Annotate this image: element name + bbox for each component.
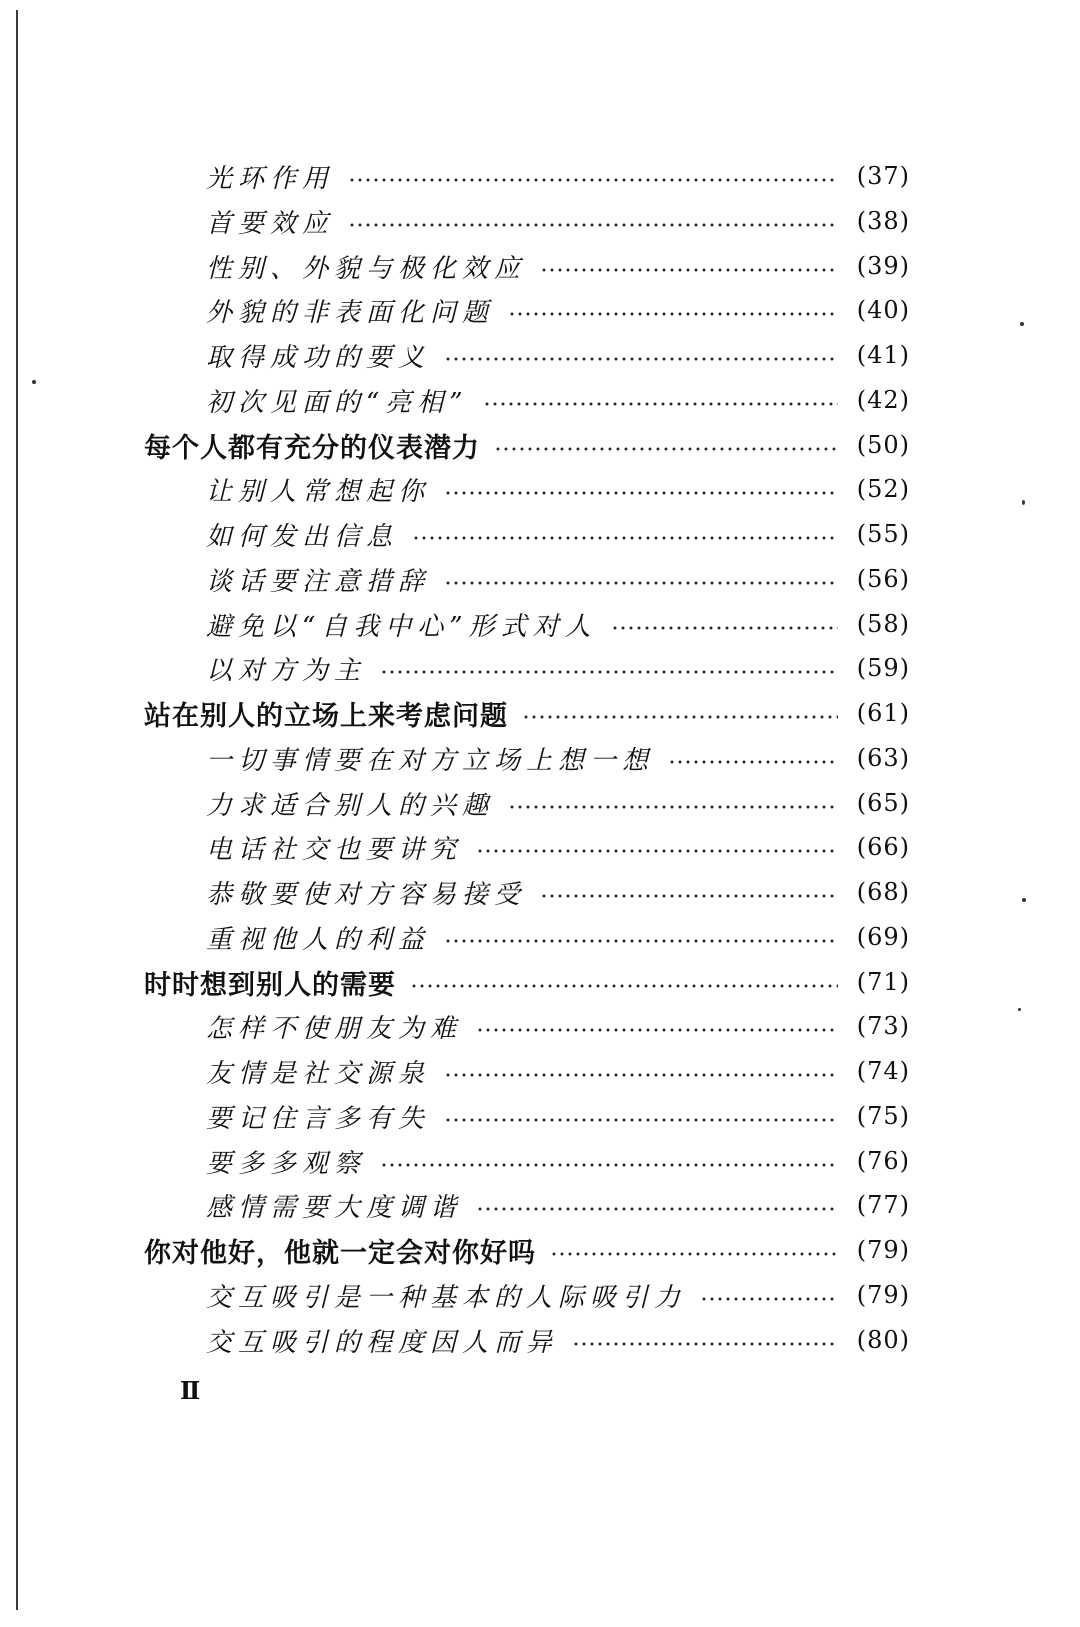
toc-section-row — [206, 1320, 910, 1360]
toc-section-row — [206, 648, 910, 688]
toc-dot-leader — [444, 1073, 838, 1077]
toc-section-row — [206, 469, 910, 509]
toc-page-number: (39) — [856, 252, 910, 280]
toc-section-row — [206, 827, 910, 867]
toc-section-title: 电话社交也要讲究 — [206, 834, 463, 865]
toc-page-number: (79) — [856, 1281, 910, 1309]
toc-dot-leader — [348, 178, 838, 182]
toc-section-title: 避免以“自我中心”形式对人 — [206, 611, 597, 642]
toc-chapter-row — [144, 425, 910, 465]
toc-section-title: 交互吸引的程度因人而异 — [206, 1327, 559, 1358]
toc-page-number: (77) — [856, 1191, 910, 1219]
toc-page-number: (73) — [856, 1012, 910, 1040]
toc-page-number: (50) — [856, 431, 910, 459]
toc-section-title: 要记住言多有失 — [206, 1103, 431, 1134]
toc-section-row — [206, 783, 910, 823]
toc-dot-leader — [550, 1252, 838, 1256]
binding-edge-line — [16, 10, 18, 1610]
toc-section-title: 光环作用 — [206, 163, 335, 194]
toc-chapter-title: 站在别人的立场上来考虑问题 — [144, 700, 508, 732]
toc-section-title: 外貌的非表面化问题 — [206, 297, 495, 328]
toc-chapter-row — [144, 693, 910, 733]
toc-section-row — [206, 156, 910, 196]
toc-dot-leader — [476, 849, 838, 853]
toc-page-number: (63) — [856, 744, 910, 772]
toc-section-row — [206, 290, 910, 330]
toc-section-row — [206, 604, 910, 644]
toc-page-number: (41) — [856, 341, 910, 369]
scan-speck — [1022, 500, 1025, 505]
toc-section-title: 怎样不使朋友为难 — [206, 1013, 463, 1044]
toc-section-row — [206, 335, 910, 375]
toc-dot-leader — [476, 1028, 838, 1032]
toc-page-number: (58) — [856, 610, 910, 638]
toc-dot-leader — [444, 1118, 838, 1122]
toc-dot-leader — [444, 357, 838, 361]
toc-section-row — [206, 872, 910, 912]
toc-dot-leader — [444, 939, 838, 943]
toc-section-title: 一切事情要在对方立场上想一想 — [206, 745, 655, 776]
scan-speck — [32, 380, 36, 384]
toc-section-title: 力求适合别人的兴趣 — [206, 790, 495, 821]
scan-speck — [1022, 898, 1026, 902]
toc-section-title: 首要效应 — [206, 208, 335, 239]
toc-section-row — [206, 1051, 910, 1091]
page-folio: Ⅱ — [180, 1376, 201, 1405]
toc-chapter-title: 你对他好，他就一定会对你好吗 — [144, 1237, 536, 1269]
toc-page-number: (55) — [856, 520, 910, 548]
toc-dot-leader — [668, 760, 838, 764]
toc-chapter-title: 时时想到别人的需要 — [144, 969, 396, 1001]
toc-page-number: (75) — [856, 1102, 910, 1130]
toc-dot-leader — [412, 536, 838, 540]
toc-section-title: 以对方为主 — [206, 655, 367, 686]
toc-page-number: (76) — [856, 1147, 910, 1175]
toc-section-title: 恭敬要使对方容易接受 — [206, 879, 527, 910]
toc-section-row — [206, 917, 910, 957]
toc-section-title: 谈话要注意措辞 — [206, 566, 431, 597]
toc-dot-leader — [508, 312, 838, 316]
toc-chapter-row — [144, 962, 910, 1002]
toc-dot-leader — [348, 223, 838, 227]
toc-page-number: (38) — [856, 207, 910, 235]
toc-page-number: (69) — [856, 923, 910, 951]
toc-dot-leader — [540, 268, 838, 272]
toc-page-number: (59) — [856, 654, 910, 682]
toc-section-row — [206, 559, 910, 599]
toc-section-row — [206, 246, 910, 286]
toc-dot-leader — [611, 626, 838, 630]
toc-dot-leader — [508, 805, 838, 809]
toc-section-title: 友情是社交源泉 — [206, 1058, 431, 1089]
toc-page-number: (37) — [856, 162, 910, 190]
toc-section-title: 让别人常想起你 — [206, 476, 431, 507]
toc-dot-leader — [494, 447, 838, 451]
toc-section-row — [206, 738, 910, 778]
toc-page-number: (65) — [856, 789, 910, 817]
toc-section-title: 交互吸引是一种基本的人际吸引力 — [206, 1282, 687, 1313]
toc-dot-leader — [522, 715, 838, 719]
toc-section-title: 如何发出信息 — [206, 521, 399, 552]
toc-dot-leader — [410, 984, 838, 988]
toc-dot-leader — [476, 1207, 838, 1211]
toc-section-row — [206, 1141, 910, 1181]
toc-page-number: (56) — [856, 565, 910, 593]
toc-dot-leader — [700, 1297, 838, 1301]
toc-dot-leader — [572, 1342, 838, 1346]
toc-page-number: (68) — [856, 878, 910, 906]
toc-page-number: (52) — [856, 475, 910, 503]
toc-page-number: (40) — [856, 296, 910, 324]
toc-section-title: 性别、外貌与极化效应 — [206, 253, 527, 284]
toc-dot-leader — [483, 402, 838, 406]
toc-page-number: (42) — [856, 386, 910, 414]
toc-page-number: (71) — [856, 968, 910, 996]
toc-page-number: (61) — [856, 699, 910, 727]
toc-page-number: (66) — [856, 833, 910, 861]
toc-dot-leader — [444, 491, 838, 495]
toc-dot-leader — [444, 581, 838, 585]
toc-dot-leader — [540, 894, 838, 898]
toc-section-row — [206, 380, 910, 420]
toc-section-row — [206, 201, 910, 241]
toc-chapter-title: 每个人都有充分的仪表潜力 — [144, 432, 480, 464]
toc-section-title: 取得成功的要义 — [206, 342, 431, 373]
toc-section-title: 重视他人的利益 — [206, 924, 431, 955]
scan-speck — [1018, 1008, 1021, 1011]
toc-section-title: 初次见面的“亮相” — [206, 387, 469, 418]
scan-speck — [1020, 322, 1024, 326]
toc-chapter-row — [144, 1230, 910, 1270]
toc-section-row — [206, 1275, 910, 1315]
toc-dot-leader — [380, 670, 838, 674]
toc-page-number: (79) — [856, 1236, 910, 1264]
toc-section-row — [206, 1006, 910, 1046]
toc-page-number: (80) — [856, 1326, 910, 1354]
toc-dot-leader — [380, 1163, 838, 1167]
toc-page-number: (74) — [856, 1057, 910, 1085]
toc-section-row — [206, 1185, 910, 1225]
toc-section-title: 要多多观察 — [206, 1148, 367, 1179]
toc-section-row — [206, 1096, 910, 1136]
toc-section-title: 感情需要大度调谐 — [206, 1192, 463, 1223]
toc-section-row — [206, 514, 910, 554]
